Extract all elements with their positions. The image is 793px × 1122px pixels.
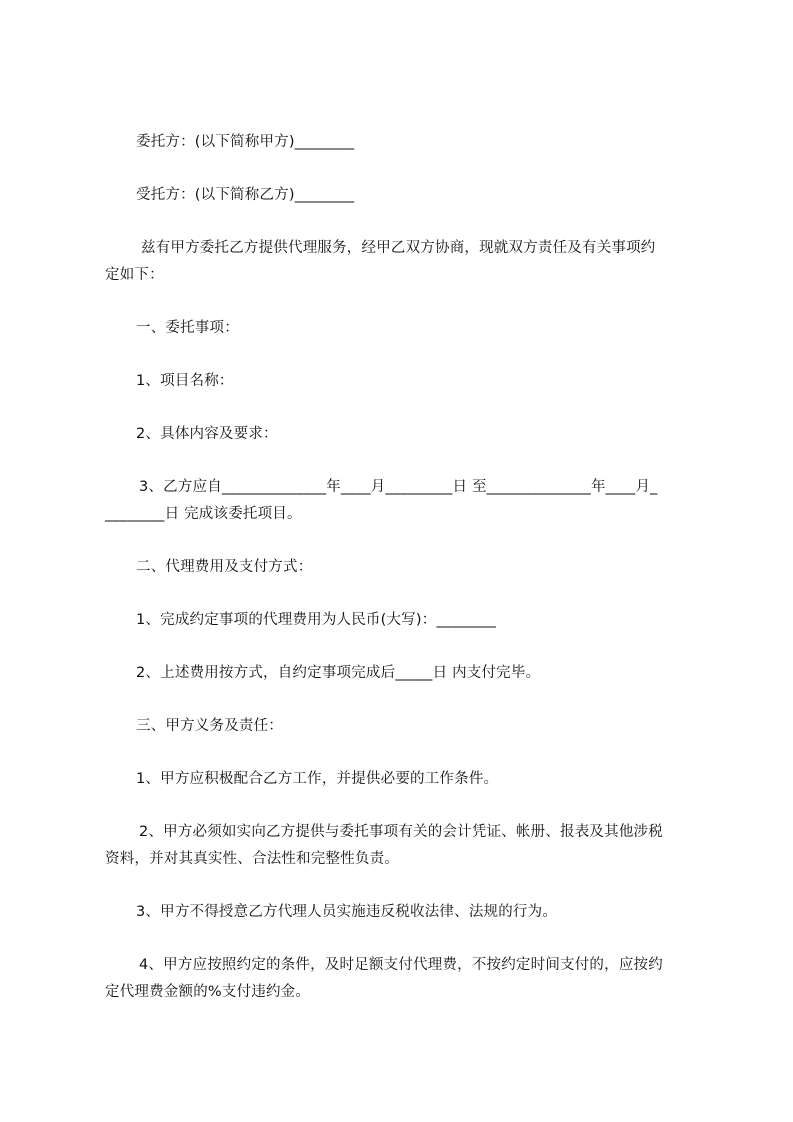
- item-1-1: 1、项目名称：: [136, 373, 234, 389]
- item-3-2-line-1: 2、甲方必须如实向乙方提供与委托事项有关的会计凭证、帐册、报表及其他涉税: [139, 824, 663, 840]
- item-1-3-line-1: 3、乙方应自______________年____月_________日 至______________年____月_: [139, 479, 658, 495]
- preamble-line-2: 定如下：: [105, 267, 164, 283]
- item-2-1: 1、完成约定事项的代理费用为人民币(大写)：________: [136, 612, 497, 628]
- item-3-4-line-1: 4、甲方应按照约定的条件，及时足额支付代理费，不按约定时间支付的，应按约: [139, 957, 663, 973]
- principal-line: 委托方：(以下简称甲方)________: [136, 134, 355, 150]
- section-1-heading: 一、委托事项：: [136, 320, 239, 336]
- preamble-line-1: 兹有甲方委托乙方提供代理服务，经甲乙双方协商，现就双方责任及有关事项约: [141, 240, 656, 256]
- item-3-2-line-2: 资料，并对其真实性、合法性和完整性负责。: [105, 851, 399, 867]
- section-2-heading: 二、代理费用及支付方式：: [136, 559, 313, 575]
- item-3-4-line-2: 定代理费金额的%支付违约金。: [105, 984, 311, 1000]
- item-2-2: 2、上述费用按方式，自约定事项完成后_____日 内支付完毕。: [136, 665, 541, 681]
- item-1-2: 2、具体内容及要求：: [136, 426, 278, 442]
- item-1-3-line-2: ________日 完成该委托项目。: [105, 506, 302, 522]
- section-3-heading: 三、甲方义务及责任：: [136, 718, 283, 734]
- agent-line: 受托方：(以下简称乙方)________: [136, 187, 355, 203]
- item-3-3: 3、甲方不得授意乙方代理人员实施违反税收法律、法规的行为。: [136, 904, 558, 920]
- item-3-1: 1、甲方应积极配合乙方工作，并提供必要的工作条件。: [136, 771, 499, 787]
